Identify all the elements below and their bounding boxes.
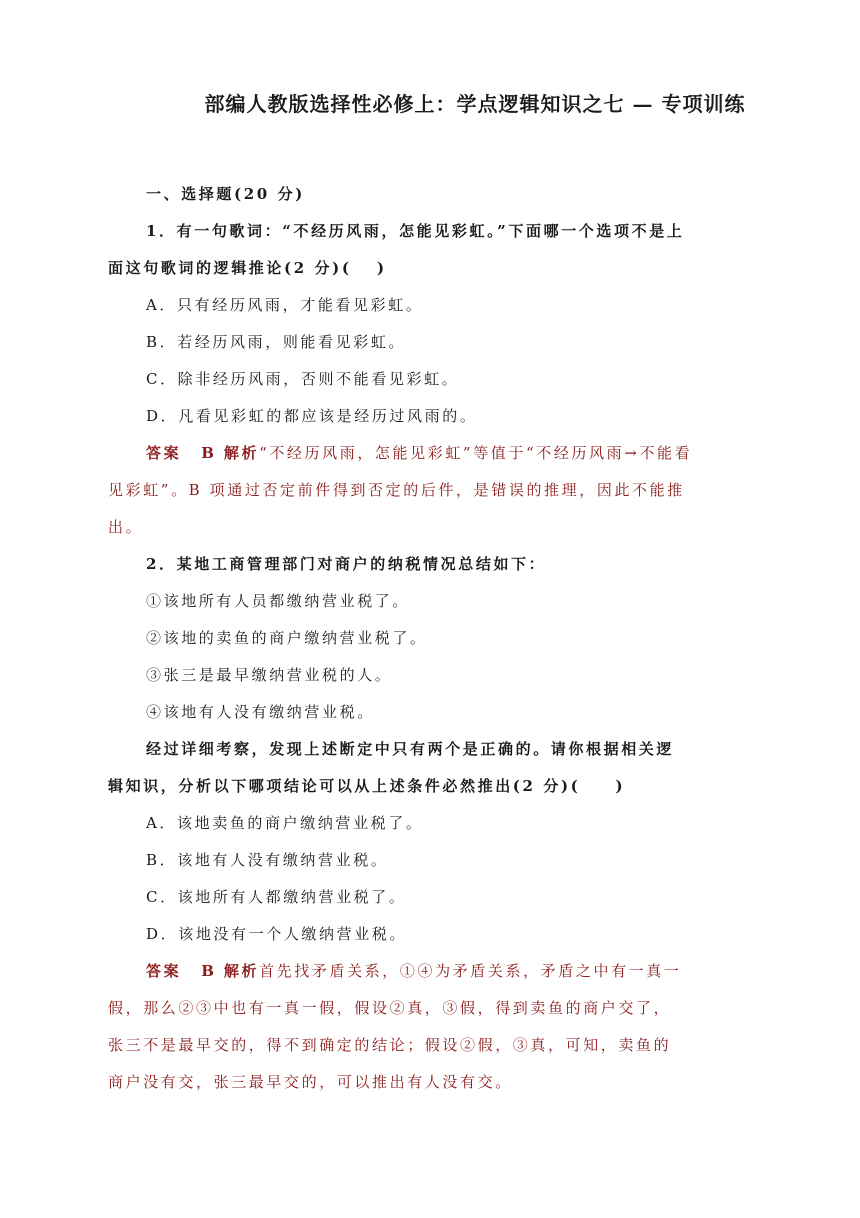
document-body [108, 176, 752, 1101]
q2-statement-1: ①该地所有人员都缴纳营业税了。 [146, 592, 411, 610]
q2-option-a: A．该地卖鱼的商户缴纳营业税了。 [146, 814, 424, 832]
q2-answer-line1 [108, 953, 752, 990]
q2-answer-tag: 答案 [146, 962, 182, 980]
q2-option-c: C．该地所有人都缴纳营业税了。 [146, 888, 407, 906]
q2-statement-4: ④该地有人没有缴纳营业税。 [146, 703, 375, 721]
q1-option-c: C．除非经历风雨，否则不能看见彩虹。 [146, 370, 460, 388]
q2-analysis-line4: 商户没有交，张三最早交的，可以推出有人没有交。 [108, 1073, 513, 1091]
q1-stem-line2: 面这句歌词的逻辑推论(2 分)( ) [108, 259, 387, 277]
q1-stem-line1: 1．有一句歌词：“不经历风雨，怎能见彩虹。”下面哪一个选项不是上 [146, 222, 685, 240]
q1-analysis-line2: 见彩虹”。B 项通过否定前件得到否定的后件，是错误的推理，因此不能推 [108, 481, 685, 499]
q1-option-a: A．只有经历风雨，才能看见彩虹。 [146, 296, 424, 314]
q1-option-b: B．若经历风雨，则能看见彩虹。 [146, 333, 407, 351]
q2-stem: 2．某地工商管理部门对商户的纳税情况总结如下： [146, 555, 547, 573]
q2-prompt-line2: 辑知识，分析以下哪项结论可以从上述条件必然推出(2 分)( ) [108, 777, 626, 795]
q2-statement-3: ③张三是最早缴纳营业税的人。 [146, 666, 393, 684]
q1-answer-tag: 答案 [146, 444, 182, 462]
q2-analysis-label: 解析 [223, 962, 260, 980]
q2-analysis-line2: 假，那么②③中也有一真一假，假设②真，③假，得到卖鱼的商户交了， [108, 999, 672, 1017]
q1-option-d: D．凡看见彩虹的都应该是经历过风雨的。 [146, 407, 478, 425]
q1-answer-line1 [108, 435, 752, 472]
q2-analysis-line1: 首先找矛盾关系，①④为矛盾关系，矛盾之中有一真一 [259, 962, 682, 980]
q2-option-d: D．该地没有一个人缴纳营业税。 [146, 925, 408, 943]
page-title: 部编人教版选择性必修上：学点逻辑知识之七 — 专项训练 [204, 92, 746, 116]
q1-analysis-line3: 出。 [108, 518, 144, 536]
q2-statement-2: ②该地的卖鱼的商户缴纳营业税了。 [146, 629, 428, 647]
q1-analysis-line1: “不经历风雨，怎能见彩虹”等值于“不经历风雨→不能看 [259, 444, 693, 462]
section-heading: 一、选择题(20 分) [146, 185, 305, 203]
q1-analysis-label: 解析 [223, 444, 260, 462]
q2-answer-choice: B [201, 962, 217, 980]
q2-analysis-line3: 张三不是最早交的，得不到确定的结论；假设②假，③真，可知，卖鱼的 [108, 1036, 672, 1054]
q2-option-b: B．该地有人没有缴纳营业税。 [146, 851, 389, 869]
q2-prompt-line1: 经过详细考察，发现上述断定中只有两个是正确的。请你根据相关逻 [146, 740, 675, 758]
q1-answer-choice: B [201, 444, 217, 462]
